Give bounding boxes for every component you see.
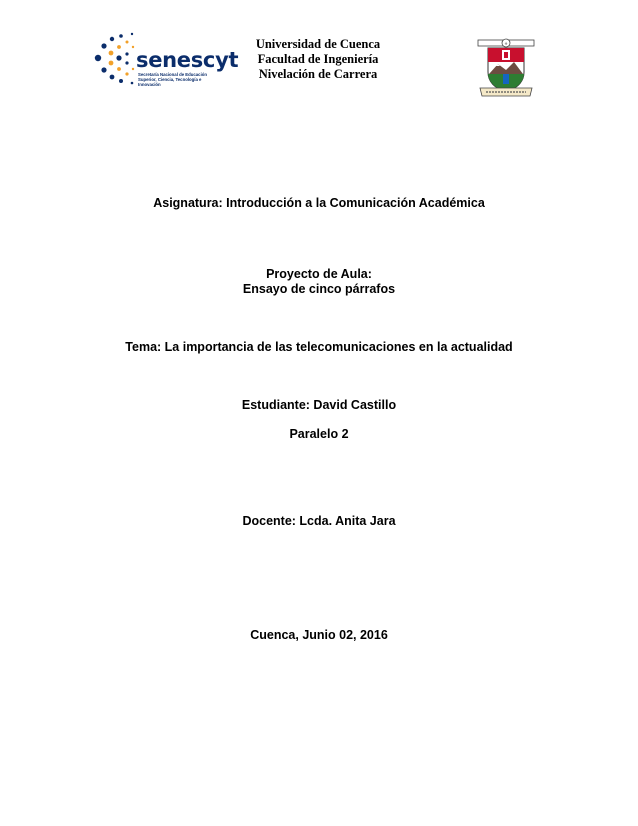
- project-type: Ensayo de cinco párrafos: [242, 282, 396, 296]
- project-label: Proyecto de Aula:: [266, 267, 372, 281]
- senescyt-tagline: Secretaría Nacional de Educación Superior, Ciencia, Tecnología e Innovación: [138, 72, 208, 87]
- institution-heading: [180, 37, 456, 82]
- subject-line: Asignatura: Introducción a la Comunicación Académica: [153, 196, 485, 210]
- section-line: Paralelo 2: [289, 427, 349, 441]
- teacher-line: Docente: Lcda. Anita Jara: [242, 514, 396, 528]
- student-line: Estudiante: David Castillo: [241, 398, 397, 412]
- senescyt-wordmark: senescyt: [136, 48, 239, 72]
- topic-line: Tema: La importancia de las telecomunicaciones en la actualidad: [125, 340, 513, 354]
- university-name: Universidad de Cuenca: [255, 37, 381, 51]
- place-date-line: Cuenca, Junio 02, 2016: [250, 628, 388, 642]
- faculty-name: Facultad de Ingeniería: [257, 52, 379, 66]
- program-name: Nivelación de Carrera: [258, 67, 378, 81]
- svg-text:⚜: ⚜: [504, 41, 508, 46]
- university-crest-icon: [476, 38, 536, 100]
